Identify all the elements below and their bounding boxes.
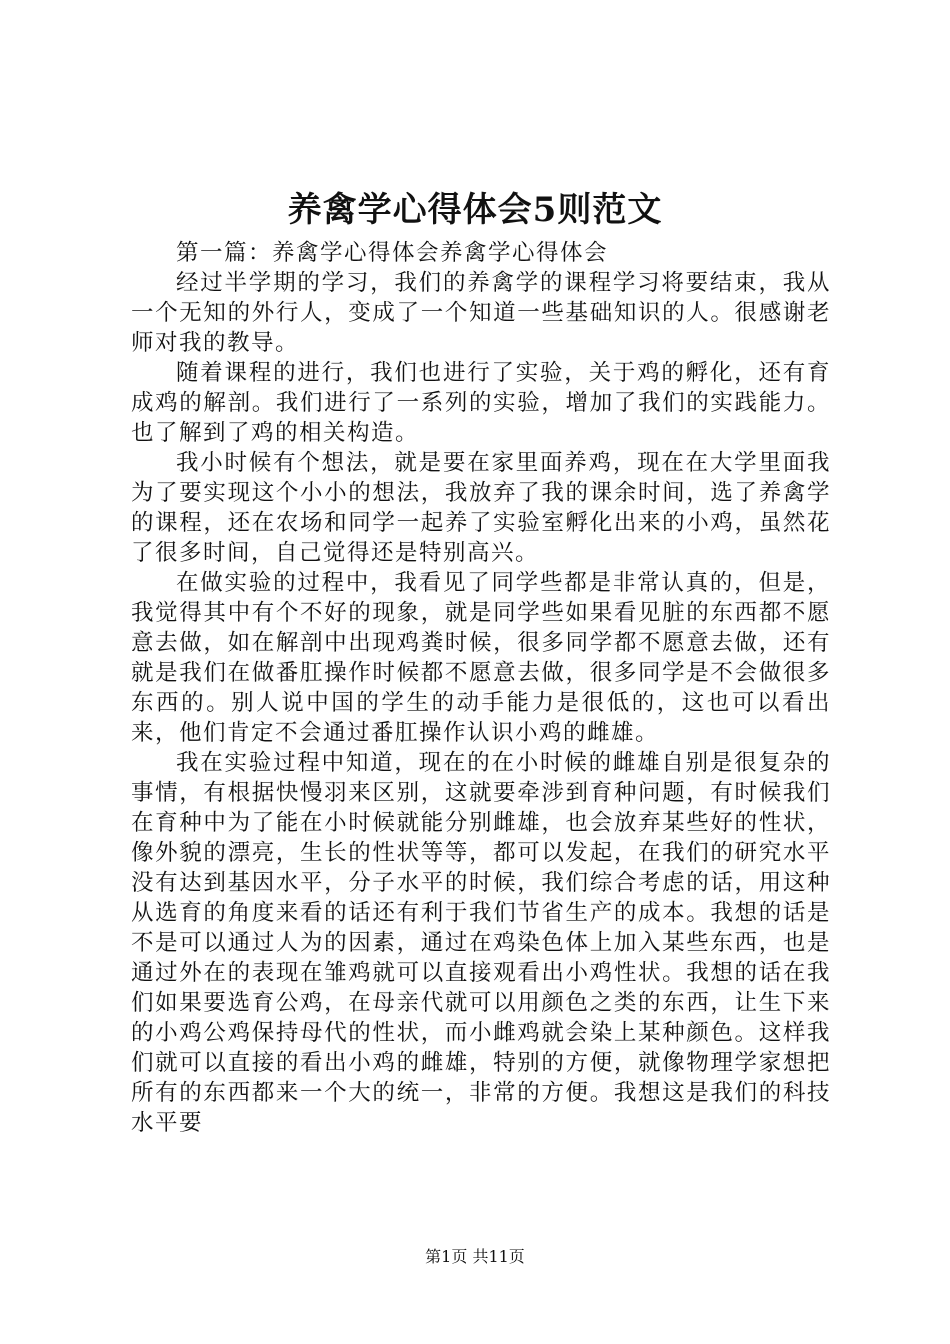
section-heading: 第一篇：养禽学心得体会养禽学心得体会	[176, 240, 609, 266]
paragraph: 随着课程的进行，我们也进行了实验，关于鸡的孵化，还有育成鸡的解剖。我们进行了一系列的实验，增加了我们的实践能力。也了解到了鸡的相关构造。	[131, 360, 831, 446]
paragraph: 我在实验过程中知道，现在的在小时候的雌雄自别是很复杂的事情，有根据快慢羽来区别，这就要牵涉到育种问题，有时候我们在育种中为了能在小时候就能分别雌雄，也会放弃某些好的性状，像外貌的漂亮，生长的性状等等，都可以发起，在我们的研究水平没有达到基因水平，分子水平的时候，我们综合考虑的话，用这种从选育的角度来看的话还有利于我们节省生产的成本。我想的话是不是可以通过人为的因素，通过在鸡染色体上加入某些东西，也是通过外在的表现在雏鸡就可以直接观看出小鸡性状。我想的话在我们如果要选育公鸡，在母亲代就可以用颜色之类的东西，让生下来的小鸡公鸡保持母代的性状，而小雌鸡就会染上某种颜色。这样我们就可以直接的看出小鸡的雌雄，特别的方便，就像物理学家想把所有的东西都来一个大的统一，非常的方便。我想这是我们的科技水平要	[131, 750, 831, 1136]
document-body	[131, 238, 831, 1138]
paragraph: 经过半学期的学习，我们的养禽学的课程学习将要结束，我从一个无知的外行人，变成了一个知道一些基础知识的人。很感谢老师对我的教导。	[131, 270, 831, 356]
page-number-footer: 第1页 共11页	[425, 1247, 525, 1266]
paragraph: 在做实验的过程中，我看见了同学些都是非常认真的，但是，我觉得其中有个不好的现象，就是同学些如果看见脏的东西都不愿意去做，如在解剖中出现鸡粪时候，很多同学都不愿意去做，还有就是我们在做番肛操作时候都不愿意去做，很多同学是不会做很多东西的。别人说中国的学生的动手能力是很低的，这也可以看出来，他们肯定不会通过番肛操作认识小鸡的雌雄。	[131, 570, 831, 746]
document-title: 养禽学心得体会5则范文	[287, 190, 663, 230]
paragraph: 我小时候有个想法，就是要在家里面养鸡，现在在大学里面我为了要实现这个小小的想法，我放弃了我的课余时间，选了养禽学的课程，还在农场和同学一起养了实验室孵化出来的小鸡，虽然花了很多时间，自己觉得还是特别高兴。	[131, 450, 831, 566]
